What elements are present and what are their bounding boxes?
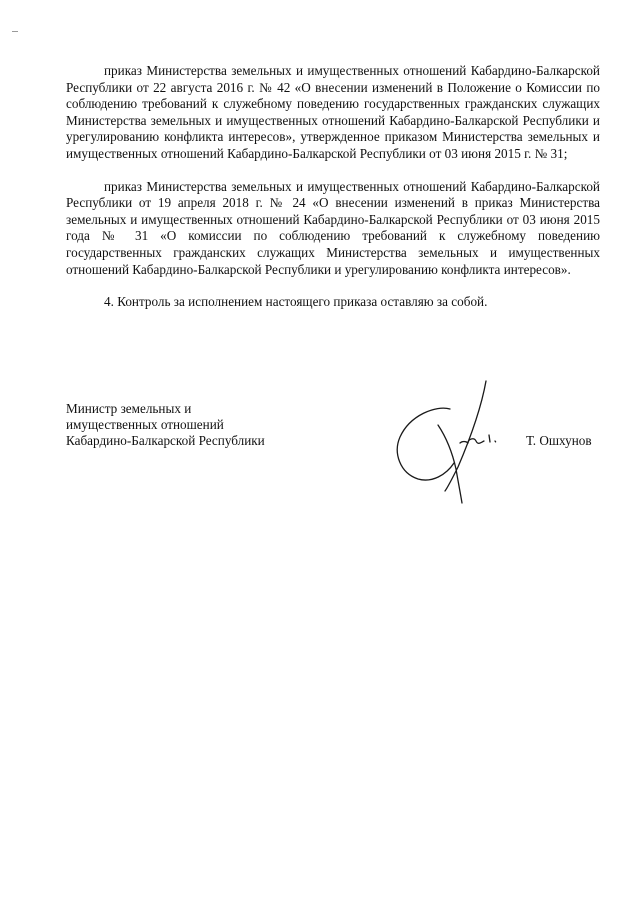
signature-block	[66, 401, 600, 511]
paragraph-order-2016: приказ Министерства земельных и имущественных отношений Кабардино-Балкарской Республики от 22 августа 2016 г. № 42 «О внесении изменений в Положение о Комиссии по соблюдению требований к служебному поведению государственных гражданских служащих Министерства земельных и имущественных отношений Кабардино-Балкарской Республики и урегулированию конфликта интересов», утвержденное приказом Министерства земельных и имущественных отношений Кабардино-Балкарской Республики от 03 июня 2015 г. № 31;	[66, 63, 600, 161]
position-line: Кабардино-Балкарской Республики	[66, 433, 265, 449]
signer-name: Т. Ошхунов	[526, 433, 592, 448]
scan-mark	[12, 30, 18, 33]
document-body	[66, 63, 600, 311]
position-line: имущественных отношений	[66, 417, 224, 433]
paragraph-order-2018: приказ Министерства земельных и имущественных отношений Кабардино-Балкарской Республики от 19 апреля 2018 г. № 24 «О внесении изменений в приказ Министерства земельных и имущественных отношений Кабардино-Балкарской Республики от 03 июня 2015 года № 31 «О комиссии по соблюдению требований к служебному поведению государственных гражданских служащих Министерства земельных и имущественных отношений Кабардино-Балкарской Республики и урегулированию конфликта интересов».	[66, 178, 600, 277]
handwritten-signature	[388, 379, 518, 509]
signer-position	[66, 401, 265, 450]
position-line: Министр земельных и	[66, 401, 192, 416]
paragraph-control-clause: 4. Контроль за исполнением настоящего приказа оставляю за собой.	[104, 294, 488, 310]
